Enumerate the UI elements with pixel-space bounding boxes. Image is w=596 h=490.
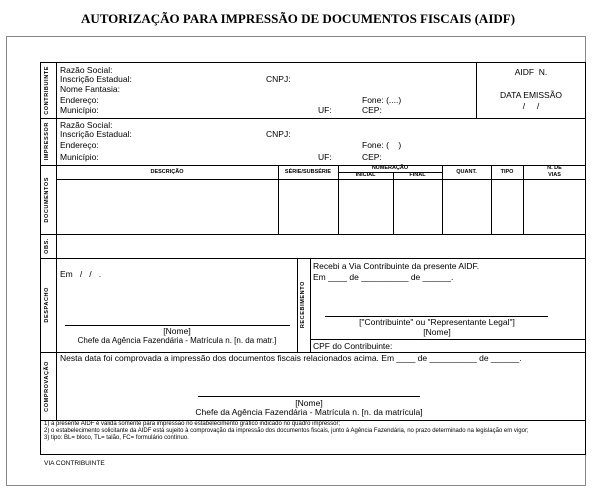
divider-documentos-obs	[40, 234, 586, 235]
cpf-divider	[310, 339, 586, 340]
col-header-tipo: TIPO	[500, 169, 514, 175]
impressor-municipio-label: Município:	[60, 152, 99, 162]
contribuinte-municipio-label: Município:	[60, 105, 99, 115]
col-header-serie: SÉRIE/SUBSÉRIE	[284, 169, 332, 175]
despacho-data: Em / / .	[60, 269, 102, 279]
contribuinte-cep-label: CEP:	[362, 105, 382, 115]
despacho-nome: [Nome]	[163, 326, 191, 336]
section-label-comprovacao: COMPROVAÇÃO	[44, 360, 51, 412]
recebimento-label-divider	[310, 258, 311, 352]
section-label-impressor: IMPRESSOR	[44, 122, 51, 161]
impressor-uf-label: UF:	[318, 152, 332, 162]
impressor-cnpj-label: CNPJ:	[266, 129, 291, 139]
impressor-razao-social-label: Razão Social:	[60, 120, 113, 130]
contribuinte-fone-label: Fone: (....)	[362, 95, 402, 105]
despacho-chefe: Chefe da Agência Fazendária - Matrícula n. [n. da matr.]	[77, 336, 277, 345]
col-header-vias-1: N. DE	[547, 165, 562, 171]
footnote-3: 3) tipo: BL= bloco, TL= talão, FC= formulário contínuo.	[44, 435, 189, 441]
recebimento-nome: [Nome]	[423, 327, 451, 337]
col-divider-final	[393, 172, 394, 234]
via-contribuinte-label: VIA CONTRIBUINTE	[44, 460, 105, 467]
section-label-recebimento: RECEBIMENTO	[299, 281, 306, 329]
section-label-obs: OBS.	[44, 238, 51, 254]
divider-impressor-documentos	[40, 165, 586, 166]
documentos-header-divider	[56, 179, 586, 180]
recebimento-texto: Recebi a Via Contribuinte da presente AIDF.	[313, 261, 480, 271]
impressor-cep-label: CEP:	[362, 152, 382, 162]
comprovacao-chefe: Chefe da Agência Fazendária - Matrícula n. [n. da matrícula]	[195, 407, 423, 417]
col-header-vias-2: VIAS	[548, 172, 561, 178]
contribuinte-uf-label: UF:	[318, 105, 332, 115]
col-header-final: FINAL	[409, 172, 426, 178]
section-label-contribuinte: CONTRIBUINTE	[44, 65, 51, 115]
comprovacao-texto: Nesta data foi comprovada a impressão dos documentos fiscais relacionados acima. Em ____ de __________ de ______.	[60, 353, 522, 363]
section-label-despacho: DESPACHO	[44, 287, 51, 323]
impressor-fone-label: Fone: ( )	[362, 140, 402, 150]
data-emissao-value: / /	[522, 101, 540, 111]
cpf-contribuinte-label: CPF do Contribuinte:	[313, 341, 393, 351]
divider-contribuinte-impressor	[40, 118, 586, 119]
comprovacao-nome: [Nome]	[295, 398, 323, 408]
col-header-quant: QUANT.	[456, 169, 477, 175]
section-label-documentos: DOCUMENTOS	[44, 176, 51, 223]
footnote-1: 1) a presente AIDF é válida somente para impressão no estabelecimento gráfico indicado no quadro impressor;	[44, 421, 341, 427]
contribuinte-razao-social-label: Razão Social:	[60, 65, 113, 75]
comprovacao-signature-line	[198, 396, 420, 397]
recebimento-assinante: ["Contribuinte" ou "Representante Legal"]	[359, 317, 515, 327]
aidf-number-label: AIDF N.	[514, 67, 548, 77]
divider-obs-despacho	[40, 258, 586, 259]
contribuinte-endereco-label: Endereço:	[60, 95, 99, 105]
page-title: AUTORIZAÇÃO PARA IMPRESSÃO DE DOCUMENTOS FISCAIS (AIDF)	[80, 11, 516, 26]
col-header-descricao: DESCRIÇÃO	[150, 169, 184, 175]
col-header-numeracao: NUMERAÇÃO	[371, 165, 409, 171]
label-strip-divider	[56, 62, 57, 420]
footnotes	[44, 421, 582, 442]
contribuinte-cnpj-label: CNPJ:	[266, 74, 291, 84]
impressor-inscricao-label: Inscrição Estadual:	[60, 129, 132, 139]
col-header-inicial: INICIAL	[355, 172, 376, 178]
impressor-endereco-label: Endereço:	[60, 140, 99, 150]
recebimento-data: Em ____ de __________ de ______.	[313, 272, 454, 282]
contribuinte-nome-fantasia-label: Nome Fantasia:	[60, 84, 120, 94]
contribuinte-inscricao-label: Inscrição Estadual:	[60, 74, 132, 84]
footnote-2: 2) o estabelecimento solicitante da AIDF está sujeito à comprovação da impressão dos documentos fiscais, junto à Agência Fazendária, no prazo determinado na legislação em vigor;	[44, 428, 529, 434]
data-emissao-label: DATA EMISSÃO	[499, 90, 563, 100]
